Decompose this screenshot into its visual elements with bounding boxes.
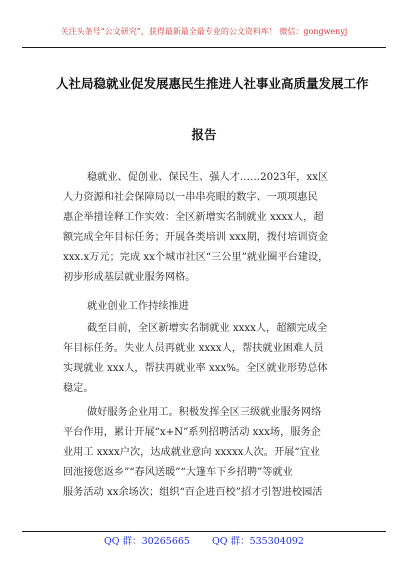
paragraph-line: 人力资源和社会保障局以一串串亮眼的数字、一项项惠民 bbox=[63, 192, 318, 203]
paragraph-line: 做好服务企业用工。积极发挥全区三级就业服务网络 bbox=[87, 407, 322, 418]
footer-qq-group-1: QQ 群：30265665 bbox=[104, 536, 190, 547]
footer-qq-group-2: QQ 群：535304092 bbox=[211, 536, 304, 547]
paragraph-line: 服务活动 xx余场次；组织“百企进百校”招才引智进校园活 bbox=[63, 487, 323, 498]
paragraph-line: 回池接您返乡”“春风送暖”“大篷车下乡招聘”等就业 bbox=[63, 467, 293, 478]
document-subtitle: 报告 bbox=[191, 127, 217, 142]
document-title: 人社局稳就业促发展惠民生推进人社事业高质量发展工作 bbox=[56, 76, 369, 91]
paragraph-line: xxx.x万元；完成 xx个城市社区“三公里”就业圈平台建设， bbox=[63, 252, 329, 263]
paragraph-line: 初步形成基层就业服务网格。 bbox=[63, 272, 196, 283]
paragraph-line: 额完成全年目标任务；开展各类培训 xxx期，拨付培训资金 bbox=[63, 232, 328, 243]
paragraph-line: 年目标任务。失业人员再就业 xxxx人，帮扶就业困难人员 bbox=[63, 343, 324, 354]
header-divider bbox=[22, 47, 386, 48]
header-banner: 关注头条号“公文研究”，获得最新最全最专业的公文资料库！ 微信：gongwenyj bbox=[60, 27, 348, 36]
paragraph-line: 实现就业 xxx人，帮扶再就业率 xxx%。全区就业形势总体 bbox=[63, 363, 328, 374]
paragraph-line: 稳就业、促创业、保民生、强人才……2023年，xx区 bbox=[87, 172, 329, 183]
paragraph-line: 平台作用，累计开展“x+N”系列招聘活动 xxx场，服务企 bbox=[63, 427, 321, 438]
paragraph-line: 稳定。 bbox=[63, 383, 94, 394]
paragraph-line: 截至目前，全区新增实名制就业 xxxx人，超额完成全 bbox=[87, 323, 328, 334]
paragraph-line: 惠企举措诠释工作实效：全区新增实名制就业 xxxx人，超 bbox=[63, 212, 324, 223]
section-heading: 就业创业工作持续推进 bbox=[87, 301, 189, 312]
footer-divider bbox=[22, 531, 386, 532]
paragraph-line: 业用工 xxxx户次，达成就业意向 xxxxx人次。开展“宜业 bbox=[63, 447, 320, 458]
footer bbox=[0, 535, 408, 549]
